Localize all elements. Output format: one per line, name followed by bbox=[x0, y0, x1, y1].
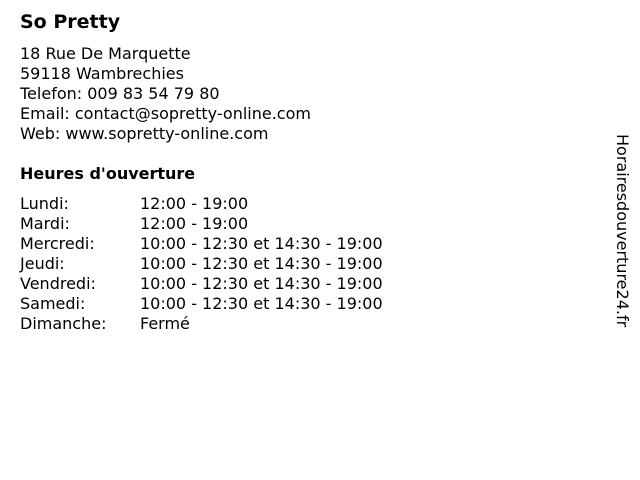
time-value: 10:00 - 12:30 et 14:30 - 19:00 bbox=[140, 294, 383, 313]
hours-table bbox=[20, 194, 440, 334]
hours-row-sunday bbox=[20, 314, 440, 334]
hours-row-monday bbox=[20, 194, 440, 214]
watermark-container bbox=[612, 134, 632, 344]
time-value: Fermé bbox=[140, 314, 190, 333]
hours-title: Heures d'ouverture bbox=[20, 164, 196, 183]
time-value: 10:00 - 12:30 et 14:30 - 19:00 bbox=[140, 254, 383, 273]
day-label: Jeudi: bbox=[20, 254, 65, 273]
shop-name: So Pretty bbox=[20, 11, 121, 33]
watermark-text: Horairesdouverture24.fr bbox=[613, 134, 632, 328]
address-city: 59118 Wambrechies bbox=[20, 64, 184, 83]
day-label: Mardi: bbox=[20, 214, 70, 233]
time-value: 10:00 - 12:30 et 14:30 - 19:00 bbox=[140, 274, 383, 293]
address-block bbox=[20, 44, 311, 144]
address-street: 18 Rue De Marquette bbox=[20, 44, 191, 63]
day-label: Samedi: bbox=[20, 294, 86, 313]
hours-row-friday bbox=[20, 274, 440, 294]
time-value: 12:00 - 19:00 bbox=[140, 194, 249, 213]
hours-row-wednesday bbox=[20, 234, 440, 254]
email-line: Email: contact@sopretty-online.com bbox=[20, 104, 311, 123]
time-value: 12:00 - 19:00 bbox=[140, 214, 249, 233]
day-label: Dimanche: bbox=[20, 314, 107, 333]
hours-row-thursday bbox=[20, 254, 440, 274]
phone-line: Telefon: 009 83 54 79 80 bbox=[20, 84, 220, 103]
hours-row-saturday bbox=[20, 294, 440, 314]
hours-row-tuesday bbox=[20, 214, 440, 234]
day-label: Vendredi: bbox=[20, 274, 96, 293]
web-line: Web: www.sopretty-online.com bbox=[20, 124, 269, 143]
day-label: Lundi: bbox=[20, 194, 69, 213]
day-label: Mercredi: bbox=[20, 234, 95, 253]
time-value: 10:00 - 12:30 et 14:30 - 19:00 bbox=[140, 234, 383, 253]
